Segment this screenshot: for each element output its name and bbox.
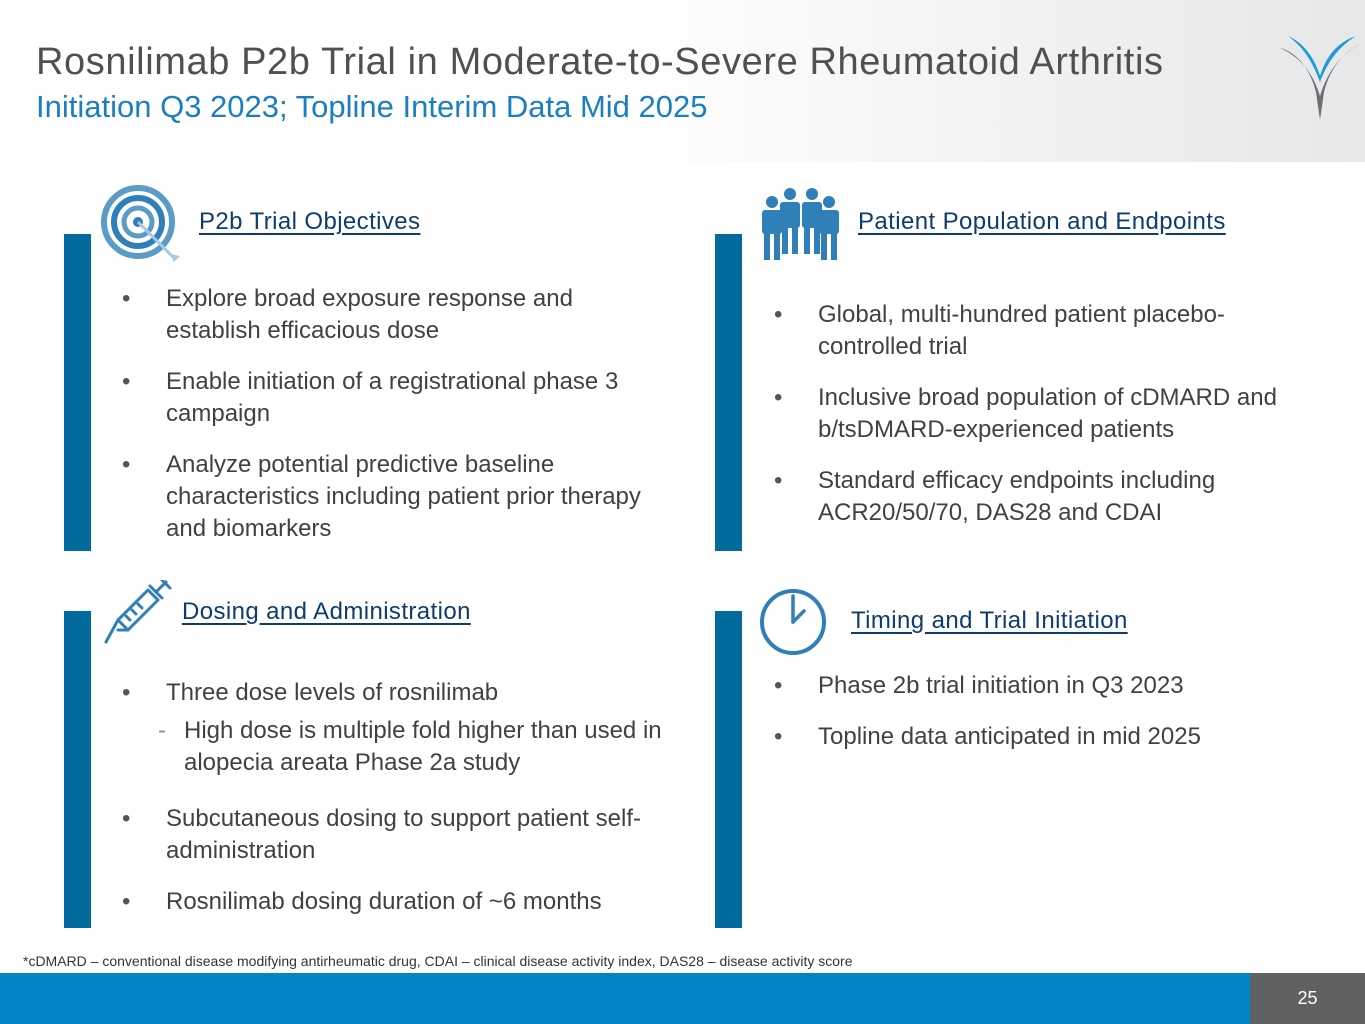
dosing-list (122, 677, 662, 937)
list-item: • Global, multi-hundred patient placebo-controlled trial (774, 299, 1314, 363)
list-item: • Subcutaneous dosing to support patient self-administration (122, 803, 662, 867)
footer-bar (0, 973, 1250, 1024)
list-sub-item: - High dose is multiple fold higher than used in alopecia areata Phase 2a study (122, 715, 662, 779)
list-item: • Inclusive broad population of cDMARD and b/tsDMARD-experienced patients (774, 382, 1314, 446)
page-title: Rosnilimab P2b Trial in Moderate-to-Severe Rheumatoid Arthritis (36, 41, 1164, 83)
list-item: • Standard efficacy endpoints including ACR20/50/70, DAS28 and CDAI (774, 465, 1314, 529)
page-number: 25 (1297, 988, 1318, 1008)
objectives-accent-bar (64, 234, 91, 551)
footnote: *cDMARD – conventional disease modifying antirheumatic drug, CDAI – clinical disease activity index, DAS28 – disease activity score (23, 953, 853, 969)
list-item: • Topline data anticipated in mid 2025 (774, 721, 1314, 753)
objectives-title: P2b Trial Objectives (199, 208, 421, 235)
population-title: Patient Population and Endpoints (858, 208, 1226, 235)
list-item: • Enable initiation of a registrational phase 3 campaign (122, 366, 652, 430)
list-item: • Three dose levels of rosnilimab (122, 677, 662, 709)
clock-icon (758, 587, 828, 657)
list-item: • Phase 2b trial initiation in Q3 2023 (774, 670, 1314, 702)
timing-title: Timing and Trial Initiation (851, 607, 1128, 634)
list-item: • Analyze potential predictive baseline characteristics including patient prior therapy and biomarkers (122, 449, 652, 545)
list-item: • Rosnilimab dosing duration of ~6 months (122, 886, 662, 918)
timing-list (774, 670, 1314, 772)
population-list (774, 299, 1314, 548)
target-icon (100, 184, 186, 270)
list-item: • Explore broad exposure response and establish efficacious dose (122, 283, 652, 347)
objectives-list (122, 283, 652, 564)
company-logo (1276, 30, 1364, 126)
page-subtitle: Initiation Q3 2023; Topline Interim Data Mid 2025 (36, 89, 708, 124)
dosing-accent-bar (64, 611, 91, 928)
page-number-box (1250, 973, 1365, 1024)
people-icon (758, 186, 844, 262)
syringe-icon (102, 580, 172, 648)
timing-accent-bar (715, 611, 742, 928)
dosing-title: Dosing and Administration (182, 598, 471, 625)
population-accent-bar (715, 234, 742, 551)
